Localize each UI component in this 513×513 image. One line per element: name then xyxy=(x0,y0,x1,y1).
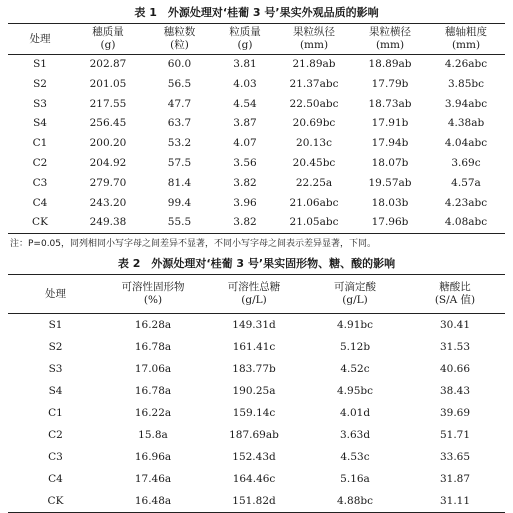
table2 xyxy=(8,274,505,513)
table1-value-cell: 21.06abc xyxy=(289,196,339,209)
table2-value-cell: 31.53 xyxy=(439,341,471,354)
table2-value-cell: 16.78a xyxy=(134,385,172,398)
table2-value-cell: 33.65 xyxy=(439,451,471,464)
table2-row xyxy=(8,490,505,513)
table1-treatment-cell: S2 xyxy=(33,77,47,90)
table2-value-cell: 187.69ab xyxy=(229,429,279,442)
table2-row xyxy=(8,380,505,402)
table2-row xyxy=(8,424,505,446)
table2-value-cell: 16.28a xyxy=(134,319,172,332)
document-page xyxy=(8,6,505,513)
table1-value-cell: 20.13c xyxy=(296,137,332,150)
table2-header-cell: 可溶性固形物 (%) xyxy=(103,275,203,314)
table1-value-cell: 20.45bc xyxy=(292,156,336,169)
table1-value-cell: 4.54 xyxy=(233,97,257,110)
table1-value-cell: 56.5 xyxy=(167,77,192,90)
table2-value-cell: 183.77b xyxy=(232,363,276,376)
table1-value-cell: 3.69c xyxy=(451,156,481,169)
table1-value-cell: 217.55 xyxy=(89,97,127,110)
table2-treatment-cell: C1 xyxy=(48,407,63,420)
table1-value-cell: 17.94b xyxy=(371,137,409,150)
table2-value-cell: 17.46a xyxy=(134,473,172,486)
table1-value-cell: 243.20 xyxy=(89,196,127,209)
table1-row xyxy=(8,194,505,214)
table1-row xyxy=(8,114,505,134)
table2-value-cell: 30.41 xyxy=(439,319,471,332)
table1-value-cell: 4.38ab xyxy=(447,117,485,130)
table2-value-cell: 4.52c xyxy=(340,363,370,376)
table1-value-cell: 4.23abc xyxy=(444,196,488,209)
table2-value-cell: 4.91bc xyxy=(337,319,373,332)
table1-treatment-cell: C2 xyxy=(32,156,48,169)
table1-row xyxy=(8,154,505,174)
table1-value-cell: 18.07b xyxy=(371,156,409,169)
table1-value-cell: 3.56 xyxy=(233,156,257,169)
table1-value-cell: 57.5 xyxy=(167,156,192,169)
table1-value-cell: 21.37abc xyxy=(289,77,339,90)
table2-row xyxy=(8,314,505,337)
table2-value-cell: 5.12b xyxy=(339,341,371,354)
table2-row xyxy=(8,358,505,380)
table2-treatment-cell: S4 xyxy=(48,385,63,398)
table1-treatment-cell: C1 xyxy=(32,137,48,150)
table1-treatment-cell: S3 xyxy=(33,97,47,110)
table1-row xyxy=(8,95,505,115)
table2-value-cell: 4.95bc xyxy=(337,385,373,398)
table1-value-cell: 3.96 xyxy=(233,196,257,209)
table1-value-cell: 4.57a xyxy=(451,176,481,189)
table1-value-cell: 3.82 xyxy=(215,213,275,233)
table1-value-cell: 4.07 xyxy=(233,137,257,150)
table1-row xyxy=(8,213,505,233)
table1-value-cell: 3.82 xyxy=(233,176,257,189)
table1-value-cell: 17.91b xyxy=(371,117,409,130)
table2-value-cell: 51.71 xyxy=(439,429,471,442)
table2-value-cell: 16.48a xyxy=(103,490,203,513)
table2-value-cell: 149.31d xyxy=(232,319,276,332)
table2-treatment-cell: S2 xyxy=(48,341,63,354)
table1-row xyxy=(8,55,505,75)
table2-value-cell: 164.46c xyxy=(232,473,276,486)
table1-caption: 表 1 外源处理对‘桂葡 3 号’果实外观品质的影响 xyxy=(134,6,379,19)
table2-body xyxy=(8,314,505,513)
table1-value-cell: 81.4 xyxy=(167,176,192,189)
table1-header-cell: 果粒横径 (mm) xyxy=(353,24,427,55)
table1-value-cell: 22.50abc xyxy=(289,97,339,110)
table2-value-cell: 159.14c xyxy=(232,407,276,420)
table1-value-cell: 55.5 xyxy=(144,213,215,233)
table2-caption: 表 2 外源处理对‘桂葡 3 号’果实固形物、糖、酸的影响 xyxy=(117,257,396,271)
table2-treatment-cell: CK xyxy=(8,490,103,513)
table2-row xyxy=(8,446,505,468)
table2-value-cell: 161.41c xyxy=(232,341,276,354)
table1-value-cell: 202.87 xyxy=(89,58,127,70)
table1-value-cell: 256.45 xyxy=(89,117,127,130)
table2-value-cell: 4.53c xyxy=(340,451,370,464)
table1-treatment-cell: C3 xyxy=(32,176,48,189)
table1-value-cell: 21.05abc xyxy=(275,213,353,233)
table2-value-cell: 17.06a xyxy=(134,363,172,376)
table1-value-cell: 20.69bc xyxy=(292,117,336,130)
table1-body xyxy=(8,55,505,234)
table2-header-cell: 可滴定酸 (g/L) xyxy=(305,275,405,314)
table2-treatment-cell: S1 xyxy=(48,319,63,332)
table2-header-cell: 可溶性总糖 (g/L) xyxy=(203,275,305,314)
table2-value-cell: 31.11 xyxy=(405,490,505,513)
table1-value-cell: 204.92 xyxy=(89,156,127,169)
table2-row xyxy=(8,336,505,358)
table2-value-cell: 39.69 xyxy=(439,407,471,420)
table1-value-cell: 18.73ab xyxy=(368,97,412,110)
table1-value-cell: 4.03 xyxy=(233,77,257,90)
table2-value-cell: 3.63d xyxy=(339,429,371,442)
table1-value-cell: 3.85bc xyxy=(448,77,484,90)
table1-value-cell: 4.08abc xyxy=(427,213,505,233)
table1-value-cell: 249.38 xyxy=(72,213,144,233)
table1-value-cell: 47.7 xyxy=(167,97,192,110)
table2-header-cell: 处理 xyxy=(8,275,103,314)
table1-value-cell: 19.57ab xyxy=(368,176,412,189)
table1-value-cell: 3.87 xyxy=(233,117,257,130)
table2-value-cell: 15.8a xyxy=(138,429,168,442)
table1-value-cell: 21.89ab xyxy=(292,58,336,70)
table1-value-cell: 4.04abc xyxy=(444,137,488,150)
table2-row xyxy=(8,468,505,490)
table1-treatment-cell: S1 xyxy=(33,58,47,70)
table1-value-cell: 22.25a xyxy=(295,176,333,189)
table1-value-cell: 60.0 xyxy=(167,58,192,70)
table1-header-cell: 果粒纵径 (mm) xyxy=(275,24,353,55)
table1-header-row xyxy=(8,24,505,55)
table1-value-cell: 99.4 xyxy=(167,196,192,209)
table1-value-cell: 279.70 xyxy=(89,176,127,189)
table1-value-cell: 17.79b xyxy=(371,77,409,90)
table1-value-cell: 53.2 xyxy=(167,137,192,150)
table1-treatment-cell: C4 xyxy=(32,196,48,209)
table2-value-cell: 31.87 xyxy=(439,473,471,486)
table2-value-cell: 5.16a xyxy=(340,473,370,486)
table2-value-cell: 16.22a xyxy=(134,407,172,420)
table1-header-cell: 穗粒数 (粒) xyxy=(144,24,215,55)
table2-value-cell: 152.43d xyxy=(232,451,276,464)
table1-row xyxy=(8,75,505,95)
table1-value-cell: 200.20 xyxy=(89,137,127,150)
table1-header-cell: 处理 xyxy=(8,24,72,55)
table2-treatment-cell: C4 xyxy=(48,473,63,486)
table2-value-cell: 151.82d xyxy=(203,490,305,513)
table2-header-cell: 糖酸比 (S/A 值) xyxy=(405,275,505,314)
table1-value-cell: 3.81 xyxy=(233,58,257,70)
table2-row xyxy=(8,402,505,424)
table2-value-cell: 40.66 xyxy=(439,363,471,376)
table1-header-cell: 穗质量 (g) xyxy=(72,24,144,55)
table1-value-cell: 3.94abc xyxy=(444,97,488,110)
table1-treatment-cell: CK xyxy=(8,213,72,233)
table1-value-cell: 18.03b xyxy=(371,196,409,209)
table1-note: 注：P=0.05，同列相同小写字母之间差异不显著，不同小写字母之间表示差异显著，下同。 xyxy=(10,239,377,250)
table2-value-cell: 4.88bc xyxy=(305,490,405,513)
table1-value-cell: 17.96b xyxy=(353,213,427,233)
table2-value-cell: 4.01d xyxy=(339,407,371,420)
table1-value-cell: 18.89ab xyxy=(368,58,412,70)
table2-value-cell: 16.78a xyxy=(134,341,172,354)
table2-value-cell: 16.96a xyxy=(134,451,172,464)
table1-header-cell: 粒质量 (g) xyxy=(215,24,275,55)
table2-header-row xyxy=(8,275,505,314)
table2-value-cell: 38.43 xyxy=(439,385,471,398)
table1-treatment-cell: S4 xyxy=(33,117,47,130)
table2-treatment-cell: C2 xyxy=(48,429,63,442)
table1-value-cell: 201.05 xyxy=(89,77,127,90)
table1-value-cell: 63.7 xyxy=(167,117,192,130)
table1-row xyxy=(8,174,505,194)
table2-treatment-cell: C3 xyxy=(48,451,63,464)
table2-treatment-cell: S3 xyxy=(48,363,63,376)
table1-header-cell: 穗轴粗度 (mm) xyxy=(427,24,505,55)
table1-row xyxy=(8,134,505,154)
table2-value-cell: 190.25a xyxy=(232,385,276,398)
table1-value-cell: 4.26abc xyxy=(444,58,488,70)
table1 xyxy=(8,23,505,234)
